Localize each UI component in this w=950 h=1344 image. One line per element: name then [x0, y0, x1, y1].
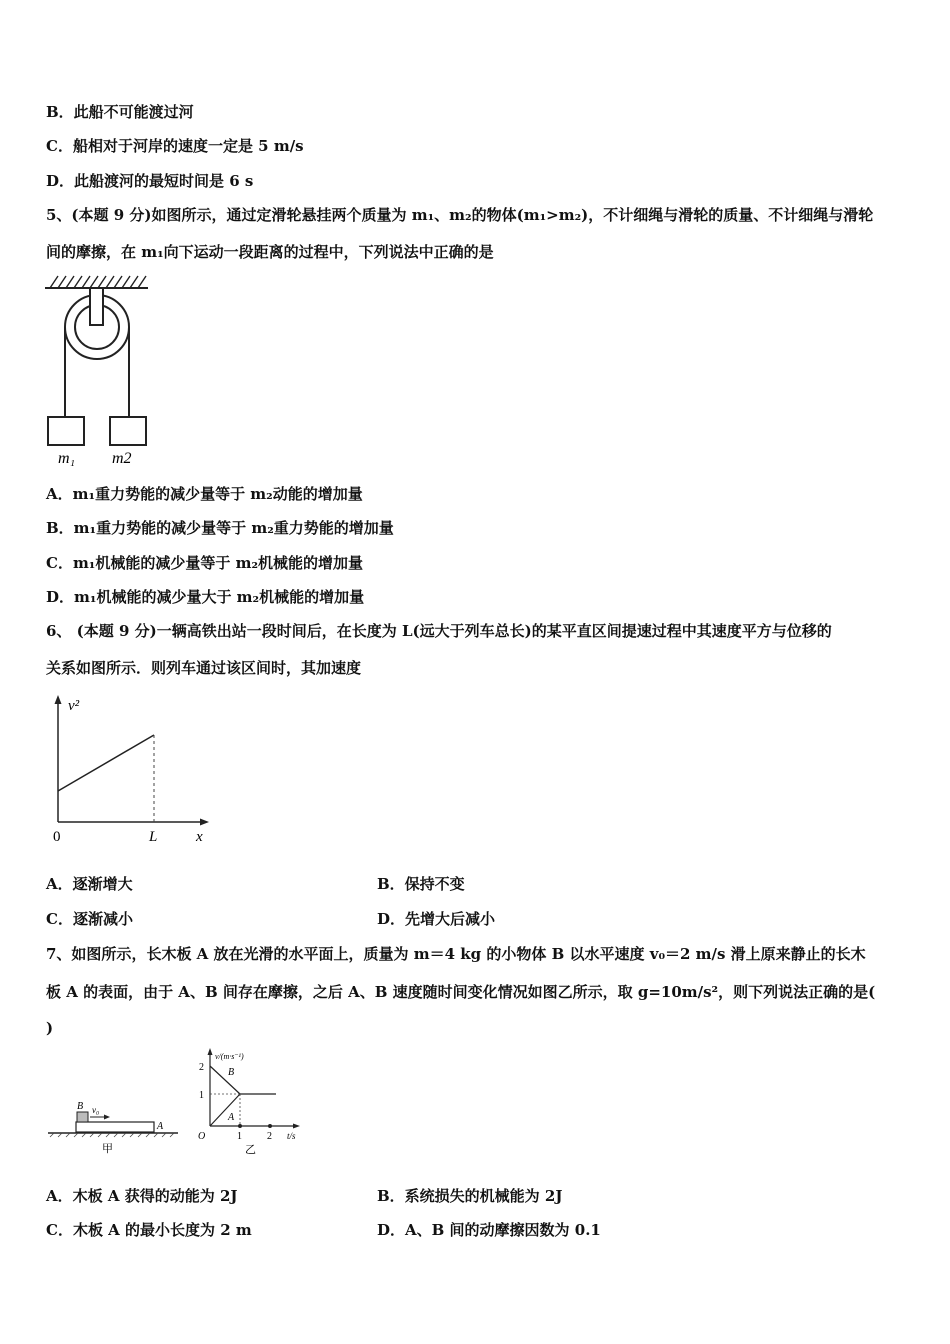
graph-yi-x-tick-2: 2: [267, 1131, 272, 1142]
q6-option-a: A．逐渐增大: [46, 875, 133, 893]
q6-option-d: D．先增大后减小: [377, 910, 496, 928]
q5-option-b: B．m₁重力势能的减少量等于 m₂重力势能的增加量: [46, 519, 394, 537]
graph-yi-x-axis: t/s: [287, 1131, 296, 1141]
graph-origin: 0: [53, 829, 61, 845]
q6-stem-line1: 6、 (本题 9 分)一辆高铁出站一段时间后，在长度为 L(远大于列车总长)的某平直区间提速过程中其速度平方与位移的: [46, 622, 832, 640]
label-a: A: [157, 1121, 164, 1132]
graph-yi-x-tick-1: 1: [237, 1131, 242, 1142]
board-a: [76, 1122, 154, 1132]
mass-m1-block: [48, 417, 84, 445]
label-m2: m2: [112, 450, 132, 467]
graph-yi-y-tick-2: 2: [199, 1062, 204, 1073]
q7-option-a: A．木板 A 获得的动能为 2J: [46, 1187, 238, 1205]
label-v0: v₀: [92, 1105, 100, 1115]
q5-option-c: C．m₁机械能的减少量等于 m₂机械能的增加量: [46, 554, 364, 572]
q6-option-b: B．保持不变: [377, 875, 465, 893]
q5-option-d: D．m₁机械能的减少量大于 m₂机械能的增加量: [46, 588, 365, 606]
q7-option-d: D．A、B 间的动摩擦因数为 0.1: [377, 1221, 601, 1239]
graph-yi-label-b: B: [228, 1067, 235, 1078]
q5-stem-line2: 间的摩擦，在 m₁向下运动一段距离的过程中，下列说法中正确的是: [46, 243, 494, 261]
label-b: B: [77, 1101, 84, 1112]
q7-stem-line1: 7、如图所示，长木板 A 放在光滑的水平面上，质量为 m＝4 kg 的小物体 B 以水平速度 v₀＝2 m/s 滑上原来静止的长木: [46, 945, 866, 963]
graph-yi-y-tick-1: 1: [199, 1090, 204, 1101]
q7-stem-line2: 板 A 的表面，由于 A、B 间存在摩擦，之后 A、B 速度随时间变化情况如图乙所示，取 g=10m/s²，则下列说法正确的是(: [46, 983, 876, 1001]
q7-option-b: B．系统损失的机械能为 2J: [377, 1187, 563, 1205]
q7-option-c: C．木板 A 的最小长度为 2 m: [46, 1221, 252, 1239]
line-b: [210, 1066, 240, 1094]
q6-option-c: C．逐渐减小: [46, 910, 133, 928]
velocity-time-graph-yi: [188, 1046, 313, 1158]
q5-stem-line1: 5、(本题 9 分)如图所示，通过定滑轮悬挂两个质量为 m₁、m₂的物体(m₁>m₂)，不计细绳与滑轮的质量、不计细绳与滑轮: [46, 206, 874, 224]
board-block-figure-jia: [44, 1095, 184, 1157]
mass-m2-block: [110, 417, 146, 445]
q4-option-d: D．此船渡河的最短时间是 6 s: [46, 172, 254, 190]
q4-option-b: B．此船不可能渡过河: [46, 103, 194, 121]
label-m1: m₁: [58, 450, 76, 467]
caption-jia: 甲: [102, 1143, 113, 1155]
v2-x-graph: [44, 692, 219, 847]
graph-x-mark-l: L: [149, 829, 158, 845]
graph-x-label: x: [196, 829, 203, 845]
q4-option-c: C．船相对于河岸的速度一定是 5 m/s: [46, 137, 304, 155]
q5-option-a: A．m₁重力势能的减少量等于 m₂动能的增加量: [46, 485, 363, 503]
v2-line: [58, 735, 154, 791]
graph-y-label: v²: [68, 698, 80, 714]
block-b: [77, 1112, 88, 1122]
graph-yi-y-axis: v/(m·s⁻¹): [215, 1052, 244, 1061]
graph-yi-origin: O: [198, 1131, 206, 1142]
graph-yi-label-a: A: [228, 1112, 235, 1123]
caption-yi: 乙: [245, 1144, 256, 1156]
pulley-figure: [40, 272, 155, 467]
q6-stem-line2: 关系如图所示．则列车通过该区间时，其加速度: [46, 659, 362, 677]
q7-stem-line3: ): [46, 1019, 54, 1037]
line-a: [210, 1094, 240, 1126]
